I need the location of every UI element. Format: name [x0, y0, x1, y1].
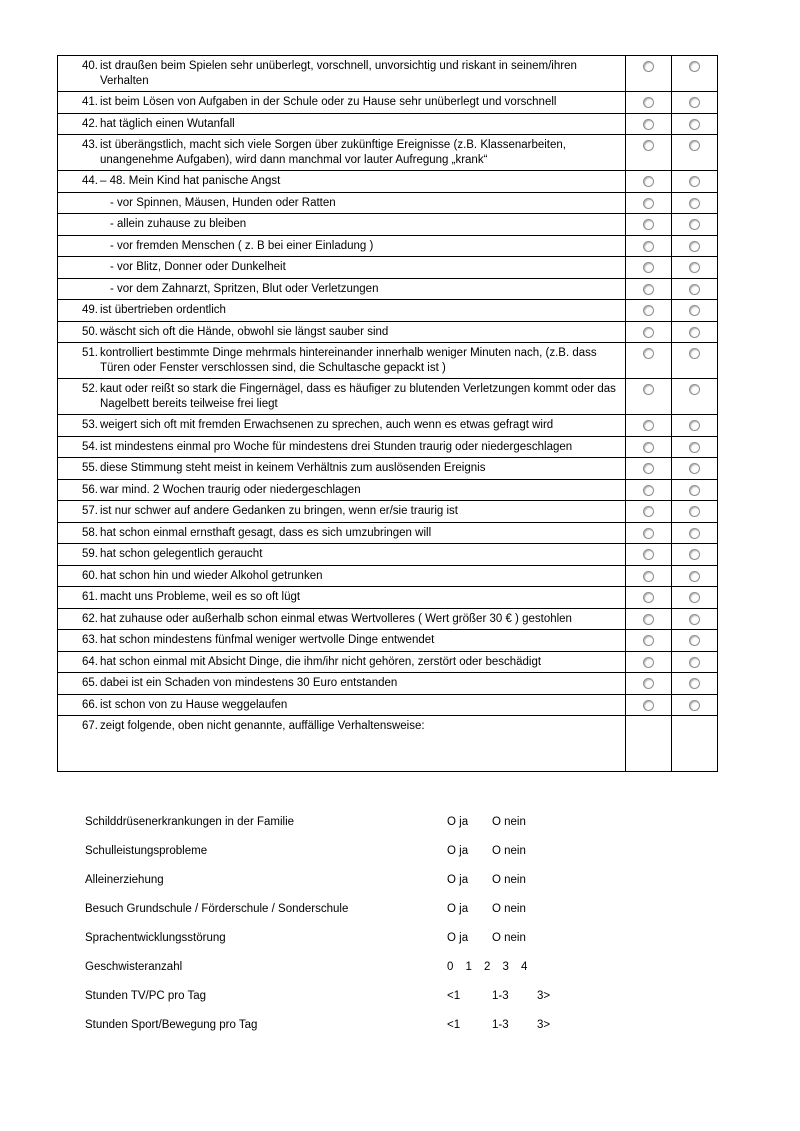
answer-cell-col2 [671, 716, 717, 771]
answer-cell-col1 [625, 716, 671, 771]
table-row [58, 114, 717, 136]
table-row [58, 501, 717, 523]
option-hours-3[interactable]: 3> [537, 1019, 551, 1031]
table-row [58, 214, 717, 236]
answer-cell-col1 [625, 630, 671, 651]
table-row [58, 587, 717, 609]
table-row [58, 437, 717, 459]
item-cell [58, 322, 625, 343]
radio-button-col2[interactable] [689, 614, 700, 625]
radio-button-col2[interactable] [689, 219, 700, 230]
radio-button-col2[interactable] [689, 348, 700, 359]
answer-cell-col1 [625, 566, 671, 587]
option-yesno-1[interactable]: O ja [447, 874, 469, 886]
option-yesno-1[interactable]: O ja [447, 845, 469, 857]
answer-cell-col2 [671, 587, 717, 608]
answer-cell-col2 [671, 257, 717, 278]
answer-cell-col1 [625, 193, 671, 214]
answer-cell-col2 [671, 652, 717, 673]
option-hours-1[interactable]: <1 [447, 990, 461, 1002]
table-row [58, 257, 717, 279]
item-text: ist nur schwer auf andere Gedanken zu bringen, wenn er/sie traurig ist [100, 505, 458, 517]
extra-question-row [85, 843, 725, 860]
item-number: 65. [82, 677, 98, 689]
radio-button-col2[interactable] [689, 198, 700, 209]
radio-button-col2[interactable] [689, 700, 700, 711]
answer-cell-col2 [671, 300, 717, 321]
radio-button-col2[interactable] [689, 442, 700, 453]
option-count-3[interactable]: 2 [484, 961, 491, 973]
radio-button-col2[interactable] [689, 262, 700, 273]
option-yesno-2[interactable]: O nein [492, 845, 526, 857]
item-text: war mind. 2 Wochen traurig oder niedergeschlagen [100, 483, 361, 496]
option-count-5[interactable]: 4 [521, 961, 528, 973]
option-yesno-2[interactable]: O nein [492, 932, 526, 944]
item-text: - vor Spinnen, Mäusen, Hunden oder Ratten [110, 196, 336, 209]
answer-cell-col2 [671, 544, 717, 565]
answer-cell-col2 [671, 379, 717, 414]
item-number: 56. [82, 483, 98, 496]
item-cell [58, 135, 625, 170]
radio-button-col2[interactable] [689, 119, 700, 130]
item-number: 57. [82, 505, 98, 517]
item-text: weigert sich oft mit fremden Erwachsenen zu sprechen, auch wenn es etwas gefragt wird [100, 419, 554, 431]
item-cell [58, 609, 625, 630]
extra-question-options [447, 959, 540, 976]
radio-button-col2[interactable] [689, 327, 700, 338]
answer-cell-col2 [671, 566, 717, 587]
radio-button-col2[interactable] [689, 528, 700, 539]
answer-cell-col1 [625, 458, 671, 479]
radio-button-col1[interactable] [643, 635, 654, 646]
answer-cell-col2 [671, 92, 717, 113]
extra-question-options [447, 1017, 582, 1034]
item-cell [58, 193, 625, 214]
table-row [58, 56, 717, 92]
item-cell [58, 458, 625, 479]
answer-cell-col1 [625, 609, 671, 630]
radio-button-col1[interactable] [643, 327, 654, 338]
item-text: dabei ist ein Schaden von mindestens 30 Euro entstanden [100, 677, 398, 689]
radio-button-col1[interactable] [643, 284, 654, 295]
item-text: hat täglich einen Wutanfall [100, 117, 235, 130]
table-row [58, 193, 717, 215]
radio-button-col1[interactable] [643, 420, 654, 431]
radio-button-col1[interactable] [643, 61, 654, 72]
item-number: 42. [82, 117, 98, 130]
answer-cell-col2 [671, 609, 717, 630]
answer-cell-col1 [625, 300, 671, 321]
questionnaire-table [57, 55, 718, 772]
option-yesno-2[interactable]: O nein [492, 816, 526, 828]
table-row [58, 322, 717, 344]
radio-button-col2[interactable] [689, 592, 700, 603]
table-row [58, 480, 717, 502]
extra-question-options [447, 814, 537, 831]
item-number: 58. [82, 526, 98, 539]
item-number: 41. [82, 96, 98, 108]
option-hours-3[interactable]: 3> [537, 990, 551, 1002]
radio-button-col2[interactable] [689, 420, 700, 431]
item-number: 62. [82, 612, 98, 625]
table-row [58, 544, 717, 566]
radio-button-col2[interactable] [689, 241, 700, 252]
answer-cell-col1 [625, 236, 671, 257]
item-cell [58, 652, 625, 673]
item-text: kontrolliert bestimmte Dinge mehrmals hintereinander innerhalb weniger Minuten nach, (z.B. dass Türen oder Fenster verschlossen sind, die Schultasche gepackt ist ) [100, 347, 597, 374]
item-number: 49. [82, 304, 98, 316]
item-cell [58, 257, 625, 278]
table-row [58, 135, 717, 171]
extra-question-label: Besuch Grundschule / Förderschule / Sonderschule [85, 903, 349, 915]
answer-cell-col2 [671, 630, 717, 651]
radio-button-col2[interactable] [689, 463, 700, 474]
answer-cell-col2 [671, 437, 717, 458]
item-number: 66. [82, 698, 98, 711]
radio-button-col1[interactable] [643, 97, 654, 108]
extra-question-label: Stunden Sport/Bewegung pro Tag [85, 1019, 258, 1031]
option-count-2[interactable]: 1 [465, 961, 472, 973]
answer-cell-col2 [671, 114, 717, 135]
item-number: 51. [82, 347, 98, 359]
answer-cell-col2 [671, 236, 717, 257]
item-cell [58, 56, 625, 91]
radio-button-col1[interactable] [643, 119, 654, 130]
answer-cell-col2 [671, 214, 717, 235]
item-cell [58, 566, 625, 587]
answer-cell-col1 [625, 322, 671, 343]
radio-button-col2[interactable] [689, 506, 700, 517]
item-text: hat schon einmal ernsthaft gesagt, dass es sich umzubringen will [100, 526, 432, 539]
item-number: 43. [82, 139, 98, 151]
answer-cell-col1 [625, 343, 671, 378]
radio-button-col2[interactable] [689, 571, 700, 582]
option-hours-2[interactable]: 1-3 [492, 1019, 509, 1031]
radio-button-col1[interactable] [643, 485, 654, 496]
item-text: diese Stimmung steht meist in keinem Verhältnis zum auslösenden Ereignis [100, 462, 486, 474]
item-number: 53. [82, 419, 98, 431]
item-cell [58, 300, 625, 321]
radio-button-col1[interactable] [643, 614, 654, 625]
answer-cell-col1 [625, 171, 671, 192]
option-hours-2[interactable]: 1-3 [492, 990, 509, 1002]
item-text: - allein zuhause zu bleiben [110, 218, 247, 230]
answer-cell-col1 [625, 56, 671, 91]
radio-button-col2[interactable] [689, 176, 700, 187]
radio-button-col1[interactable] [643, 442, 654, 453]
item-cell [58, 379, 625, 414]
option-yesno-1[interactable]: O ja [447, 816, 469, 828]
extra-question-row [85, 930, 725, 947]
extra-question-label: Schulleistungsprobleme [85, 845, 208, 857]
item-text: ist übertrieben ordentlich [100, 304, 226, 316]
table-row [58, 415, 717, 437]
answer-cell-col1 [625, 587, 671, 608]
extra-question-options [447, 988, 582, 1005]
item-text: wäscht sich oft die Hände, obwohl sie längst sauber sind [100, 325, 389, 338]
radio-button-col2[interactable] [689, 61, 700, 72]
radio-button-col2[interactable] [689, 549, 700, 560]
table-row [58, 458, 717, 480]
table-row [58, 343, 717, 379]
answer-cell-col2 [671, 501, 717, 522]
radio-button-col1[interactable] [643, 348, 654, 359]
option-count-4[interactable]: 3 [502, 961, 509, 973]
answer-cell-col2 [671, 193, 717, 214]
radio-button-col1[interactable] [643, 198, 654, 209]
item-cell [58, 343, 625, 378]
extra-questions-section [85, 814, 725, 1046]
item-number: 64. [82, 655, 98, 668]
radio-button-col2[interactable] [689, 384, 700, 395]
answer-cell-col1 [625, 652, 671, 673]
item-number: 54. [82, 440, 98, 453]
answer-cell-col1 [625, 135, 671, 170]
table-row [58, 92, 717, 114]
table-row [58, 652, 717, 674]
answer-cell-col2 [671, 523, 717, 544]
item-cell [58, 544, 625, 565]
answer-cell-col2 [671, 56, 717, 91]
radio-button-col1[interactable] [643, 463, 654, 474]
item-number: 55. [82, 462, 98, 474]
extra-question-options [447, 843, 537, 860]
answer-cell-col1 [625, 92, 671, 113]
answer-cell-col1 [625, 501, 671, 522]
answer-cell-col1 [625, 214, 671, 235]
answer-cell-col2 [671, 279, 717, 300]
answer-cell-col2 [671, 135, 717, 170]
item-text: ist schon von zu Hause weggelaufen [100, 698, 288, 711]
answer-cell-col1 [625, 480, 671, 501]
extra-question-options [447, 872, 537, 889]
radio-button-col2[interactable] [689, 97, 700, 108]
item-cell [58, 114, 625, 135]
table-row [58, 171, 717, 193]
extra-question-label: Schilddrüsenerkrankungen in der Familie [85, 816, 295, 828]
item-number: 52. [82, 383, 98, 395]
item-cell [58, 695, 625, 716]
item-cell [58, 236, 625, 257]
radio-button-col2[interactable] [689, 635, 700, 646]
item-cell [58, 587, 625, 608]
extra-question-row [85, 814, 725, 831]
answer-cell-col1 [625, 673, 671, 694]
item-cell [58, 279, 625, 300]
extra-question-label: Sprachentwicklungsstörung [85, 932, 226, 944]
item-text: hat schon gelegentlich geraucht [100, 548, 263, 560]
item-text: ist draußen beim Spielen sehr unüberlegt, vorschnell, unvorsichtig und riskant in seinem/ihren Verhalten [100, 60, 577, 87]
radio-button-col1[interactable] [643, 678, 654, 689]
table-row [58, 566, 717, 588]
item-number: 50. [82, 325, 98, 338]
item-cell [58, 171, 625, 192]
option-yesno-2[interactable]: O nein [492, 903, 526, 915]
radio-button-col1[interactable] [643, 176, 654, 187]
answer-cell-col1 [625, 279, 671, 300]
item-cell [58, 480, 625, 501]
answer-cell-col1 [625, 437, 671, 458]
item-cell [58, 673, 625, 694]
table-row [58, 236, 717, 258]
item-text: hat schon mindestens fünfmal weniger wertvolle Dinge entwendet [100, 634, 435, 646]
item-text: ist mindestens einmal pro Woche für mindestens drei Stunden traurig oder niedergeschlagen [100, 440, 573, 453]
answer-cell-col2 [671, 458, 717, 479]
extra-question-row [85, 1017, 725, 1034]
option-yesno-1[interactable]: O ja [447, 932, 469, 944]
table-row [58, 673, 717, 695]
item-text: zeigt folgende, oben nicht genannte, auffällige Verhaltensweise: [100, 720, 425, 732]
item-text: ist beim Lösen von Aufgaben in der Schule oder zu Hause sehr unüberlegt und vorschnell [100, 96, 557, 108]
item-number: 40. [82, 60, 98, 72]
table-row [58, 716, 717, 771]
item-text: - vor dem Zahnarzt, Spritzen, Blut oder Verletzungen [110, 282, 379, 295]
radio-button-col1[interactable] [643, 657, 654, 668]
extra-question-options [447, 930, 537, 947]
radio-button-col1[interactable] [643, 700, 654, 711]
item-cell [58, 92, 625, 113]
radio-button-col2[interactable] [689, 657, 700, 668]
item-text: - vor Blitz, Donner oder Dunkelheit [110, 261, 286, 273]
item-cell [58, 630, 625, 651]
answer-cell-col1 [625, 544, 671, 565]
extra-question-row [85, 901, 725, 918]
item-cell [58, 415, 625, 436]
item-text: macht uns Probleme, weil es so oft lügt [100, 591, 301, 603]
item-text: hat zuhause oder außerhalb schon einmal etwas Wertvolleres ( Wert größer 30 € ) gestohlen [100, 612, 572, 625]
item-number: 44. [82, 175, 98, 187]
answer-cell-col2 [671, 171, 717, 192]
radio-button-col1[interactable] [643, 528, 654, 539]
answer-cell-col2 [671, 343, 717, 378]
item-number: 60. [82, 569, 98, 582]
radio-button-col2[interactable] [689, 284, 700, 295]
radio-button-col1[interactable] [643, 506, 654, 517]
item-cell [58, 501, 625, 522]
extra-question-row [85, 959, 725, 976]
table-row [58, 609, 717, 631]
item-text: - vor fremden Menschen ( z. B bei einer Einladung ) [110, 239, 374, 252]
item-number: 59. [82, 548, 98, 560]
radio-button-col1[interactable] [643, 262, 654, 273]
option-yesno-1[interactable]: O ja [447, 903, 469, 915]
answer-cell-col2 [671, 695, 717, 716]
radio-button-col1[interactable] [643, 549, 654, 560]
option-yesno-2[interactable]: O nein [492, 874, 526, 886]
answer-cell-col2 [671, 480, 717, 501]
item-text: hat schon einmal mit Absicht Dinge, die ihm/ihr nicht gehören, zerstört oder beschädigt [100, 655, 542, 668]
option-count-1[interactable]: 0 [447, 961, 454, 973]
radio-button-col2[interactable] [689, 485, 700, 496]
answer-cell-col1 [625, 695, 671, 716]
extra-question-row [85, 872, 725, 889]
item-number: 61. [82, 591, 98, 603]
option-hours-1[interactable]: <1 [447, 1019, 461, 1031]
item-number: 63. [82, 634, 98, 646]
extra-question-row [85, 988, 725, 1005]
radio-button-col1[interactable] [643, 241, 654, 252]
answer-cell-col1 [625, 523, 671, 544]
radio-button-col1[interactable] [643, 140, 654, 151]
table-row [58, 523, 717, 545]
answer-cell-col1 [625, 114, 671, 135]
item-number: 67. [82, 720, 98, 732]
radio-button-col2[interactable] [689, 305, 700, 316]
item-cell [58, 437, 625, 458]
radio-button-col1[interactable] [643, 571, 654, 582]
item-text: hat schon hin und wieder Alkohol getrunken [100, 569, 323, 582]
answer-cell-col1 [625, 379, 671, 414]
extra-question-label: Geschwisteranzahl [85, 961, 183, 973]
table-row [58, 379, 717, 415]
item-text: ist überängstlich, macht sich viele Sorgen über zukünftige Ereignisse (z.B. Klassenarbeiten, unangenehme Aufgaben), wird dann manchmal vor lauter Aufregung „krank“ [100, 139, 566, 166]
answer-cell-col2 [671, 322, 717, 343]
radio-button-col1[interactable] [643, 219, 654, 230]
radio-button-col2[interactable] [689, 678, 700, 689]
answer-cell-col1 [625, 257, 671, 278]
answer-cell-col2 [671, 673, 717, 694]
radio-button-col1[interactable] [643, 384, 654, 395]
table-row [58, 695, 717, 717]
item-cell [58, 716, 625, 771]
item-cell [58, 214, 625, 235]
table-row [58, 279, 717, 301]
table-row [58, 300, 717, 322]
extra-question-label: Alleinerziehung [85, 874, 164, 886]
extra-question-label: Stunden TV/PC pro Tag [85, 990, 207, 1002]
answer-cell-col2 [671, 415, 717, 436]
item-text: kaut oder reißt so stark die Fingernägel, dass es häufiger zu blutenden Verletzungen kommt oder das Nagelbett bereits teilweise frei liegt [100, 383, 616, 410]
item-cell [58, 523, 625, 544]
radio-button-col1[interactable] [643, 305, 654, 316]
item-text: – 48. Mein Kind hat panische Angst [100, 175, 281, 187]
extra-question-options [447, 901, 537, 918]
radio-button-col1[interactable] [643, 592, 654, 603]
radio-button-col2[interactable] [689, 140, 700, 151]
answer-cell-col1 [625, 415, 671, 436]
table-row [58, 630, 717, 652]
